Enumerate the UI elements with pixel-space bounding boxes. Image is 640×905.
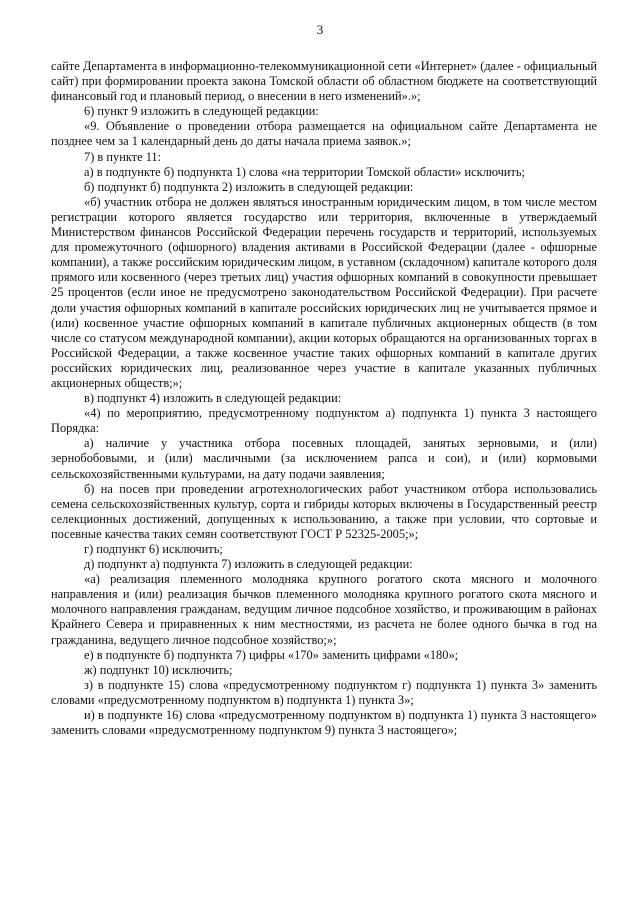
paragraph: и) в подпункте 16) слова «предусмотренному подпунктом в) подпункта 1) пункта 3 настоящего» заменить словами «предусмотренному подпунктом 9) пункта 3 настоящего»; xyxy=(51,708,597,738)
paragraph: сайте Департамента в информационно-телекоммуникационной сети «Интернет» (далее - официальный сайт) при формировании проекта закона Томской области об областном бюджете на соответствующий финансовый год и плановый период, о внесении в него изменений».»; xyxy=(51,59,597,104)
paragraph: «4) по мероприятию, предусмотренному подпунктом а) подпункта 1) пункта 3 настоящего Порядка: xyxy=(51,406,597,436)
paragraph: ж) подпункт 10) исключить; xyxy=(84,662,233,677)
paragraph: а) в подпункте б) подпункта 1) слова «на территории Томской области» исключить; xyxy=(84,164,525,179)
paragraph: 6) пункт 9 изложить в следующей редакции: xyxy=(84,104,319,119)
paragraph: «а) реализация племенного молодняка крупного рогатого скота мясного и молочного направления и (или) реализация бычков племенного молодняка крупного рогатого скота мясного и молочного направления гражданам, ведущим личное подсобное хозяйство, и проживающим в районах Крайнего Севера и приравненных к ним местностями, из расчета не более одного бычка в год на гражданина, ведущего личное подсобное хозяйство;»; xyxy=(51,572,597,647)
paragraph: «9. Объявление о проведении отбора размещается на официальном сайте Департамента не позднее чем за 1 календарный день до даты начала приема заявок.»; xyxy=(51,119,597,149)
paragraph: б) подпункт б) подпункта 2) изложить в следующей редакции: xyxy=(84,179,414,194)
paragraph: в) подпункт 4) изложить в следующей редакции: xyxy=(84,391,342,406)
paragraph: д) подпункт а) подпункта 7) изложить в следующей редакции: xyxy=(84,557,413,572)
document-body xyxy=(51,59,597,738)
paragraph: е) в подпункте б) подпункта 7) цифры «170» заменить цифрами «180»; xyxy=(84,647,459,662)
paragraph: б) на посев при проведении агротехнологических работ участником отбора использовались семена сельскохозяйственных культур, сорта и гибриды которых включены в Государственный реестр селекционных достижений, допущенных к использованию, а также при условии, что сортовые и посевные качества таких семян соответствуют ГОСТ Р 52325-2005;»; xyxy=(51,481,597,541)
paragraph: 7) в пункте 11: xyxy=(84,149,162,164)
paragraph: г) подпункт 6) исключить; xyxy=(84,542,223,556)
page-number: 3 xyxy=(316,22,324,37)
paragraph: «б) участник отбора не должен являться иностранным юридическим лицом, в том числе местом регистрации которого является государство или территория, включенные в утверждаемый Министерством финансов Российской Федерации перечень государств и территорий, используемых для промежуточного (офшорного) владения активами в Российской Федерации (далее - офшорные компании), а также российским юридическим лицом, в уставном (складочном) капитале которого доля прямого или косвенного (через третьих лиц) участия офшорных компаний в совокупности превышает 25 процентов (если иное не предусмотрено законодательством Российской Федерации). При расчете доли участия офшорных компаний в капитале российских юридических лиц не учитывается прямое и (или) косвенное участие офшорных компаний в капитале публичных акционерных обществ (в том числе со статусом международной компании), акции которых обращаются на организованных торгах в Российской Федерации, а также косвенное участие таких офшорных компаний в капитале других российских юридических лиц, реализованное через участие в капитале указанных публичных акционерных обществ;»; xyxy=(51,194,597,390)
paragraph: з) в подпункте 15) слова «предусмотренному подпунктом г) подпункта 1) пункта 3» заменить словами «предусмотренному подпунктом в) подпункта 1) пункта 3»; xyxy=(51,677,597,707)
paragraph: а) наличие у участника отбора посевных площадей, занятых зерновыми, и (или) зернобобовыми, и (или) масличными (за исключением рапса и сои), и (или) кормовыми сельскохозяйственными культурами, на дату подачи заявления; xyxy=(51,436,597,481)
